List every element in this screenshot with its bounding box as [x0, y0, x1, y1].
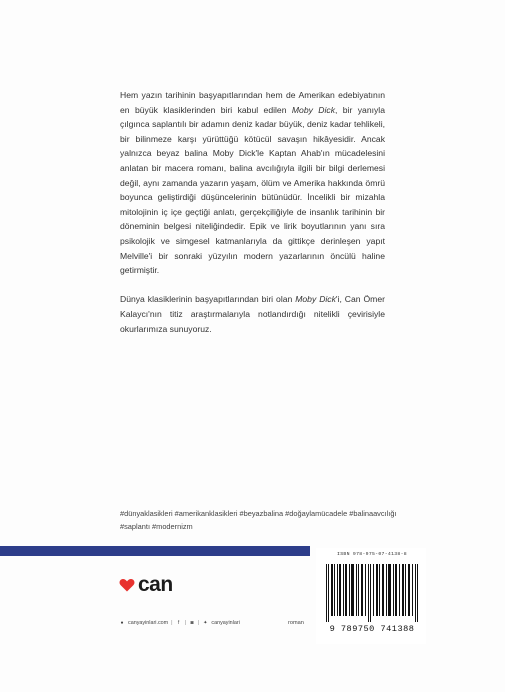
hashtags: #dünyaklasikleri #amerikanklasikleri #beyazbalina #doğaylamücadele #balinaavcılığı #saplantı #modernizm — [120, 509, 397, 531]
blurb-paragraph-2 — [120, 292, 385, 336]
social-handle[interactable]: canyayinlari — [211, 620, 240, 626]
isbn-label: ISBN 978-975-07-4138-8 — [337, 552, 407, 557]
globe-icon: ● — [120, 620, 124, 626]
blurb-paragraph-1 — [120, 88, 385, 278]
barcode-digits: 9 789750 741388 — [329, 624, 415, 634]
blue-band — [0, 546, 310, 556]
website-link[interactable]: canyayinlari.com — [128, 620, 169, 626]
facebook-icon[interactable]: f — [177, 620, 180, 626]
separator: | — [184, 620, 186, 626]
book-title-italic: Moby Dick — [291, 104, 336, 115]
blurb-p1-start: Hem yazın tarihinin başyapıtlarından hem de Amerikan edebiyatının en büyük klasiklerinden biri kabul edilen — [120, 90, 385, 115]
blurb-p1-end: , bir yanıyla çılgınca saplantılı bir adamın deniz kadar büyük, deniz kadar tehlikeli, bir bilinmeze karşı yürüttüğü kötücül savaşın hikâyesidir. Ancak yalnızca beyaz balina Moby Dick'le Kaptan Ahab'ın mücadelesini anlatan bir macera romanı, balina avcılığıyla ilgili bir bilgi derlemesi değil, aynı zamanda yazarın yaşam, ölüm ve Amerika hakkında ömrü boyunca geliştirdiği düşüncelerinin bütünüdür. İncelikli bir mizahla mitolojinin iç içe geçtiği anlatı, gerçekçiliğiyle de insanlık tarihinin bir döneminin belgesi niteliğindedir. Epik ve lirik boyutlarının yanı sıra psikolojik ve simgesel katmanlarıyla da gittikçe derinleşen yapıt Melville'i bir sonraki yüzyılın modern yazarlarının öncülü haline getirmiştir. — [120, 104, 385, 276]
blurb-p2-start: Dünya klasiklerinin başyapıtlarından biri olan — [120, 294, 296, 305]
heart-icon — [119, 577, 135, 593]
book-title-italic: Moby Dick — [295, 294, 336, 305]
instagram-icon[interactable]: ◙ — [190, 620, 194, 626]
logo-text: can — [138, 573, 173, 596]
separator: | — [197, 620, 200, 626]
twitter-icon[interactable]: ✦ — [203, 620, 208, 626]
separator: | — [171, 620, 173, 626]
genre-label: roman — [288, 620, 304, 626]
barcode-box — [316, 548, 426, 644]
blurb-p2-end: 'i, Can Ömer Kalaycı'nın titiz araştırmalarıyla notlandırdığı nitelikli çevirisiyle okurlarımıza sunuyoruz. — [120, 294, 385, 334]
blurb-text — [120, 88, 385, 351]
barcode — [326, 564, 418, 622]
publisher-logo — [119, 574, 173, 596]
